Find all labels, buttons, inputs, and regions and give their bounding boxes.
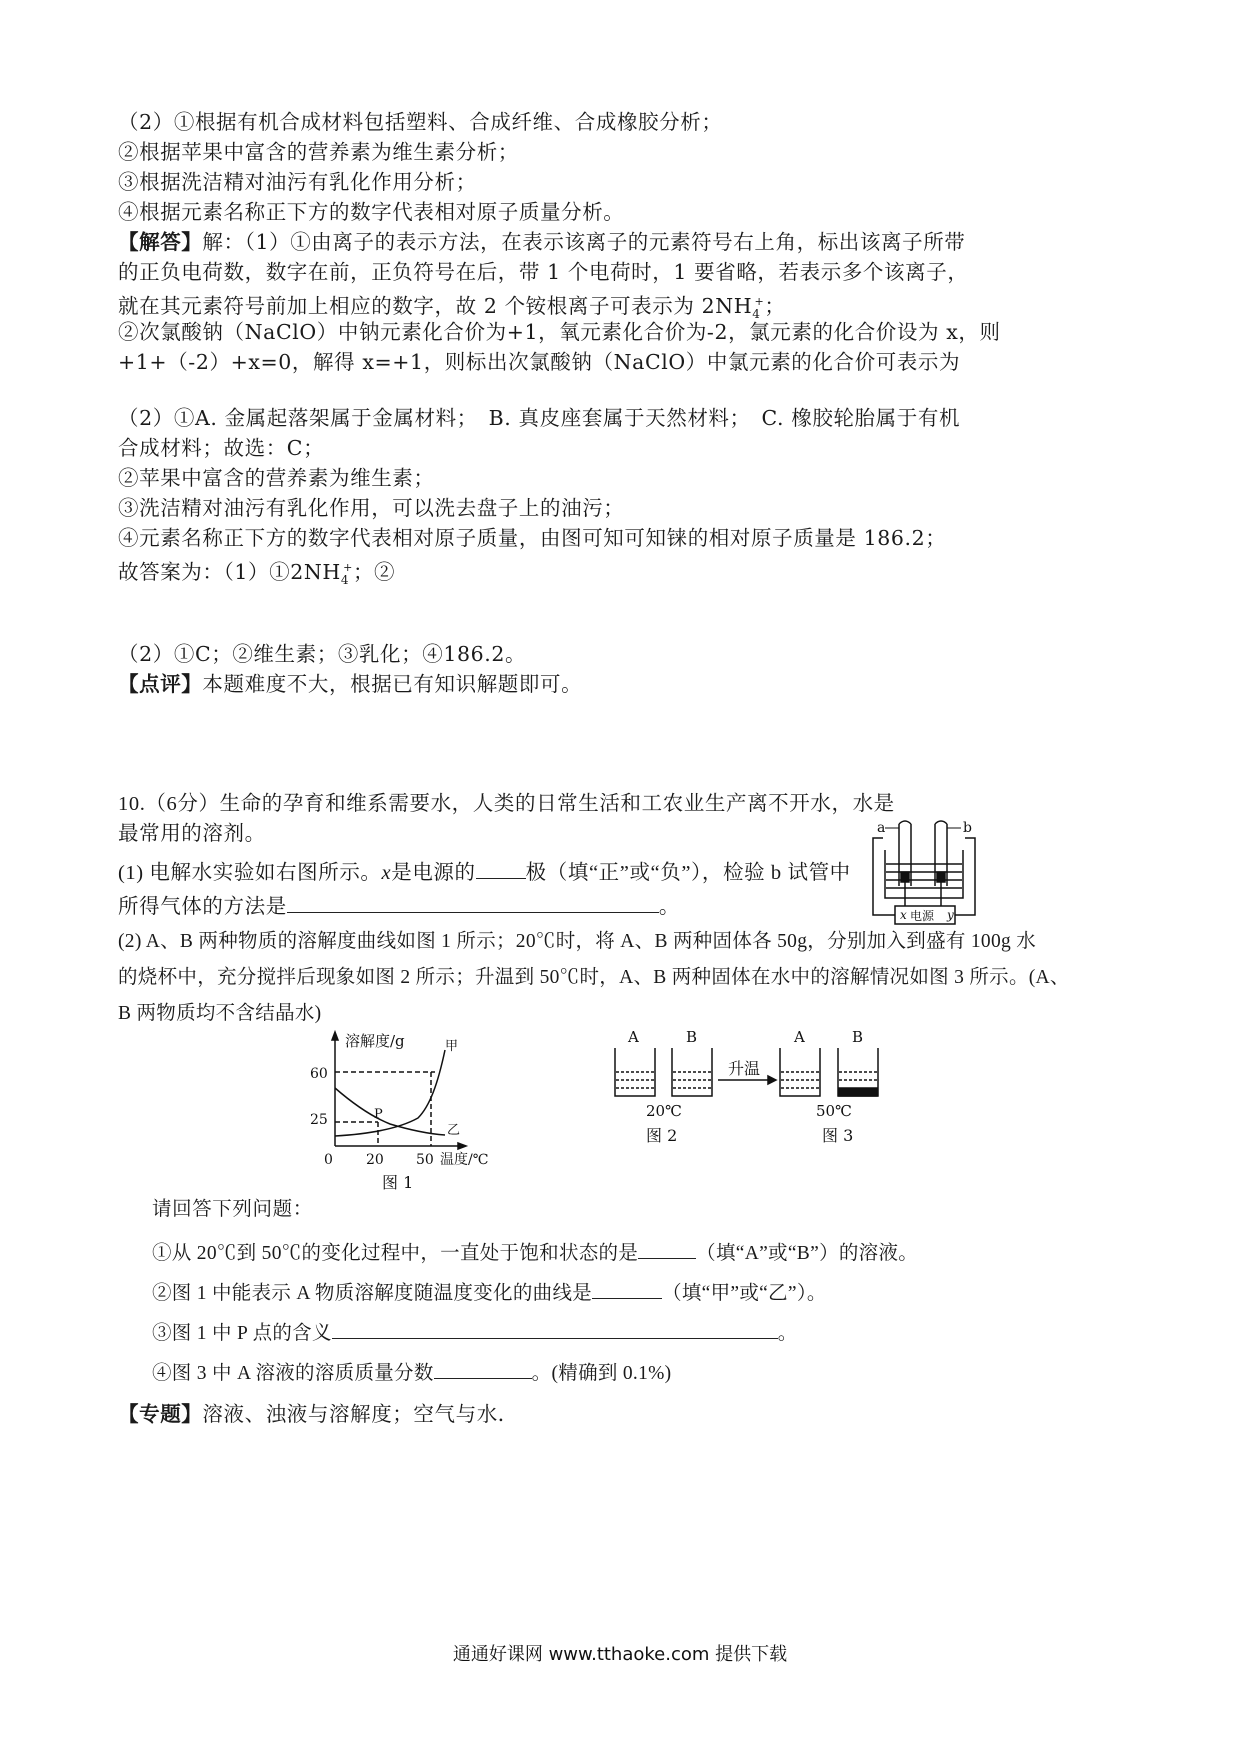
text-line: ②苹果中富含的营养素为维生素； [118, 466, 435, 490]
label-a2: A [794, 1028, 805, 1046]
y-axis-label: 溶解度/g [345, 1032, 405, 1050]
text-line: （2）①根据有机合成材料包括塑料、合成纤维、合成橡胶分析； [118, 110, 723, 134]
question-line [118, 856, 851, 887]
text-line: ②次氯酸钠（NaClO）中钠元素化合价为+1，氧元素化合价为-2，氯元素的化合价设为 x，则 [118, 320, 1001, 344]
blank-gas-test[interactable] [287, 890, 659, 913]
text-line: ③根据洗洁精对油污有乳化作用分析； [118, 170, 477, 194]
topic-tag: 【专题】 [118, 1402, 203, 1426]
solubility-graph [310, 1028, 500, 1208]
question-line: 的烧杯中，充分搅拌后现象如图 2 所示；升温到 50℃时，A、B 两种固体在水中的溶解情况如图 3 所示。(A、 [118, 967, 1070, 988]
question-line [152, 1316, 798, 1348]
text-span: 。 [777, 1323, 798, 1344]
text-span: ①从 20℃到 50℃的变化过程中，一直处于饱和状态的是 [152, 1243, 639, 1264]
comment-tag: 【点评】 [118, 672, 203, 696]
text-span: 就在其元素符号前加上相应的数字，故 2 个铵根离子可表示为 2NH [118, 293, 753, 318]
text-line [118, 670, 582, 698]
point-p-label: P [374, 1107, 383, 1122]
text-span: 极（填“正”或“负”），检验 b 试管中 [525, 862, 851, 884]
label-a: a [877, 820, 886, 836]
question-line [152, 1276, 827, 1308]
wire-right [955, 838, 975, 915]
wire-left [873, 838, 895, 915]
label-b2: B [852, 1028, 864, 1046]
question-line: 10.（6分）生命的孕育和维系需要水，人类的日常生活和工农业生产离不开水，水是 [118, 793, 895, 815]
curve-label-jia: 甲 [445, 1039, 459, 1054]
curve-jia [335, 1050, 445, 1136]
text-span: ；② [352, 559, 396, 584]
text-line: 合成材料；故选：C； [118, 436, 325, 460]
beaker-figures [610, 1028, 910, 1158]
text-line: （2）①C；②维生素；③乳化；④186.2。 [118, 642, 527, 666]
question-line [118, 890, 680, 921]
tick-25: 25 [310, 1112, 328, 1128]
question-line: B 两物质均不含结晶水) [118, 1003, 322, 1024]
text-span: 故答案为：（1）①2NH [118, 559, 341, 584]
tick-60: 60 [310, 1066, 328, 1082]
answer-tag: 【解答】 [118, 230, 203, 254]
text-span: ②图 1 中能表示 A 物质溶解度随温度变化的曲线是 [152, 1283, 593, 1304]
text-line [118, 554, 395, 594]
blank-electrode[interactable] [476, 856, 526, 879]
text-line: ②根据苹果中富含的营养素为维生素分析； [118, 140, 519, 164]
text-span: 溶液、浊液与溶解度；空气与水． [202, 1402, 519, 1426]
text-span: (1) 电解水实验如右图所示。 [118, 862, 382, 884]
label-b1: B [686, 1028, 698, 1046]
text-span: ③图 1 中 P 点的含义 [152, 1323, 332, 1344]
temp-50: 50℃ [816, 1102, 852, 1120]
question-line [152, 1356, 671, 1388]
text-span: ； [764, 293, 786, 318]
text-line: 的正负电荷数，数字在前，正负符号在后，带 1 个电荷时，1 要省略，若表示多个该离子， [118, 260, 969, 284]
text-line: ③洗洁精对油污有乳化作用，可以洗去盘子上的油污； [118, 496, 625, 520]
text-span: 。(精确到 0.1%) [531, 1363, 672, 1384]
label-x: x [900, 908, 907, 922]
subscript: 4 [340, 572, 350, 587]
fig3-caption: 图 3 [822, 1126, 854, 1145]
page-footer: 通通好课网 www.tthaoke.com 提供下载 [452, 1644, 788, 1665]
tick-20: 20 [366, 1152, 384, 1168]
text-line: +1+（-2）+x=0，解得 x=+1，则标出次氯酸钠（NaClO）中氯元素的化合价可表示为 [118, 350, 961, 374]
label-y: y [947, 908, 954, 922]
x-axis-label: 温度/℃ [440, 1152, 489, 1168]
blank-point-p[interactable] [332, 1316, 778, 1339]
text-line [118, 1400, 519, 1428]
precipitate-b [839, 1088, 877, 1096]
heat-label: 升温 [728, 1059, 761, 1078]
fig1-caption: 图 1 [382, 1173, 414, 1192]
text-line: ④元素名称正下方的数字代表相对原子质量，由图可知可知铼的相对原子质量是 186.2； [118, 526, 947, 550]
text-line: ④根据元素名称正下方的数字代表相对原子质量分析。 [118, 200, 625, 224]
tick-50: 50 [416, 1152, 434, 1168]
var-x: x [381, 862, 392, 884]
question-line: 最常用的溶剂。 [118, 823, 266, 845]
tick-0: 0 [324, 1152, 333, 1168]
blank-curve[interactable] [592, 1276, 662, 1299]
fig1-ticks-spacer [310, 1028, 340, 1158]
temp-20: 20℃ [646, 1102, 682, 1120]
subscript: 4 [752, 306, 761, 321]
curve-label-yi: 乙 [447, 1123, 461, 1138]
question-line: 请回答下列问题： [152, 1199, 313, 1220]
text-span: 所得气体的方法是 [118, 896, 287, 918]
question-line: (2) A、B 两种物质的溶解度曲线如图 1 所示；20℃时，将 A、B 两种固体各 50g，分别加入到盛有 100g 水 [118, 931, 1037, 952]
trough [885, 850, 963, 898]
text-span: 是电源的 [391, 862, 476, 884]
question-line [152, 1236, 918, 1268]
label-power: 电源 [910, 909, 935, 923]
label-a1: A [628, 1028, 639, 1046]
text-span: ④图 3 中 A 溶液的溶质质量分数 [152, 1363, 434, 1384]
electrolysis-apparatus [855, 820, 1125, 940]
text-span: 本题难度不大，根据已有知识解题即可。 [202, 672, 583, 696]
text-span: （填“A”或“B”）的溶液。 [696, 1243, 919, 1264]
text-line: （2）①A. 金属起落架属于金属材料； B. 真皮座套属于天然材料； C. 橡胶轮胎属于有机 [118, 406, 961, 430]
blank-mass-fraction[interactable] [434, 1356, 532, 1379]
text-line [118, 228, 965, 256]
fig2-caption: 图 2 [646, 1126, 678, 1145]
superscript: + [343, 561, 353, 574]
superscript: + [754, 295, 765, 308]
text-span: （填“甲”或“乙”）。 [662, 1283, 827, 1304]
text-span: 。 [658, 896, 680, 918]
blank-saturated[interactable] [638, 1236, 696, 1259]
text-span: 解：（1）①由离子的表示方法，在表示该离子的元素符号右上角，标出该离子所带 [202, 230, 966, 254]
label-b: b [963, 820, 972, 836]
